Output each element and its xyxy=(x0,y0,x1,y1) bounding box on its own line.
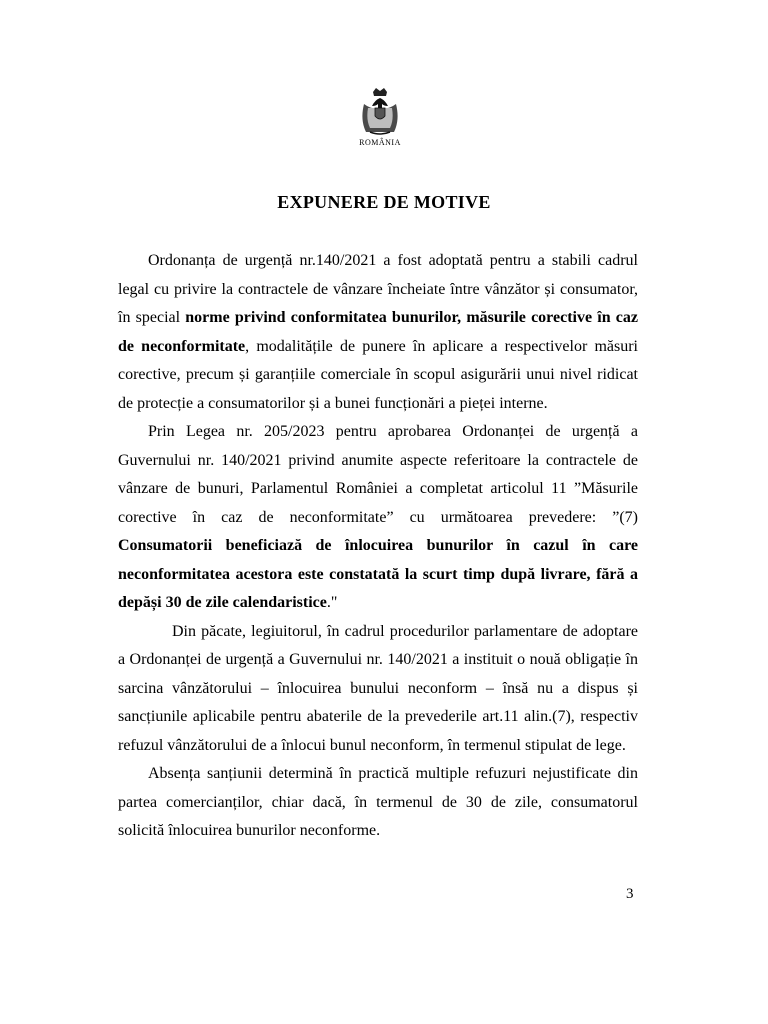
paragraph-2-bold: Consumatorii beneficiază de înlocuirea bunurilor în cazul în care neconformitatea acestora este constatată la scurt timp după livrare, fără a depăși 30 de zile calendaristice xyxy=(118,537,638,611)
emblem-caption: ROMÂNIA xyxy=(359,138,401,147)
paragraph-2-text-a: Prin Legea nr. 205/2023 pentru aprobarea Ordonanței de urgență a Guvernului nr. 140/2021 privind anumite aspecte referitoare la contractele de vânzare de bunuri, Parlamentul României a completat articolul 11 ”Măsurile corective în caz de neconformitate” cu următoarea prevedere: ”(7) xyxy=(118,423,638,526)
paragraph-2-text-c: ." xyxy=(326,594,338,611)
paragraph-3: Din păcate, legiuitorul, în cadrul procedurilor parlamentare de adoptare a Ordonanței de urgență a Guvernului nr. 140/2021 a instituit o nouă obligație în sarcina vânzătorului – înlocuirea bunului neconform – însă nu a dispus și sancțiunile aplicabile pentru abaterile de la prevederile art.11 alin.(7), respectiv refuzul vânzătorului de a înlocui bunul neconform, în termenul stipulat de lege. xyxy=(118,622,638,754)
paragraph-1-text-c: , modalitățile de punere în aplicare a respectivelor măsuri corective, precum și garanțiile comerciale în scopul asigurării unui nivel ridicat de protecție a consumatorilor și a bunei funcționări a pieței interne. xyxy=(118,337,638,412)
paragraph-1-bold: norme privind conformitatea bunurilor, măsurile corective în caz de neconformitate xyxy=(118,309,638,355)
coat-of-arms-icon xyxy=(358,86,402,138)
page-number: 3 xyxy=(626,886,634,902)
paragraph-1-text-a: Ordonanța de urgență nr.140/2021 a fost adoptată pentru a stabili cadrul legal cu privire la contractele de vânzare încheiate între vânzător și consumator, în special xyxy=(118,252,638,326)
paragraph-2 xyxy=(118,418,638,618)
paragraph-4: Absența sanțiunii determină în practică multiple refuzuri nejustificate din partea comercianților, chiar dacă, în termenul de 30 de zile, consumatorul solicită înlocuirea bunurilor neconforme. xyxy=(118,765,638,839)
document-title: EXPUNERE DE MOTIVE xyxy=(277,192,491,212)
paragraph-1 xyxy=(118,247,638,418)
document-body xyxy=(118,247,638,846)
coat-of-arms-emblem xyxy=(350,86,410,150)
